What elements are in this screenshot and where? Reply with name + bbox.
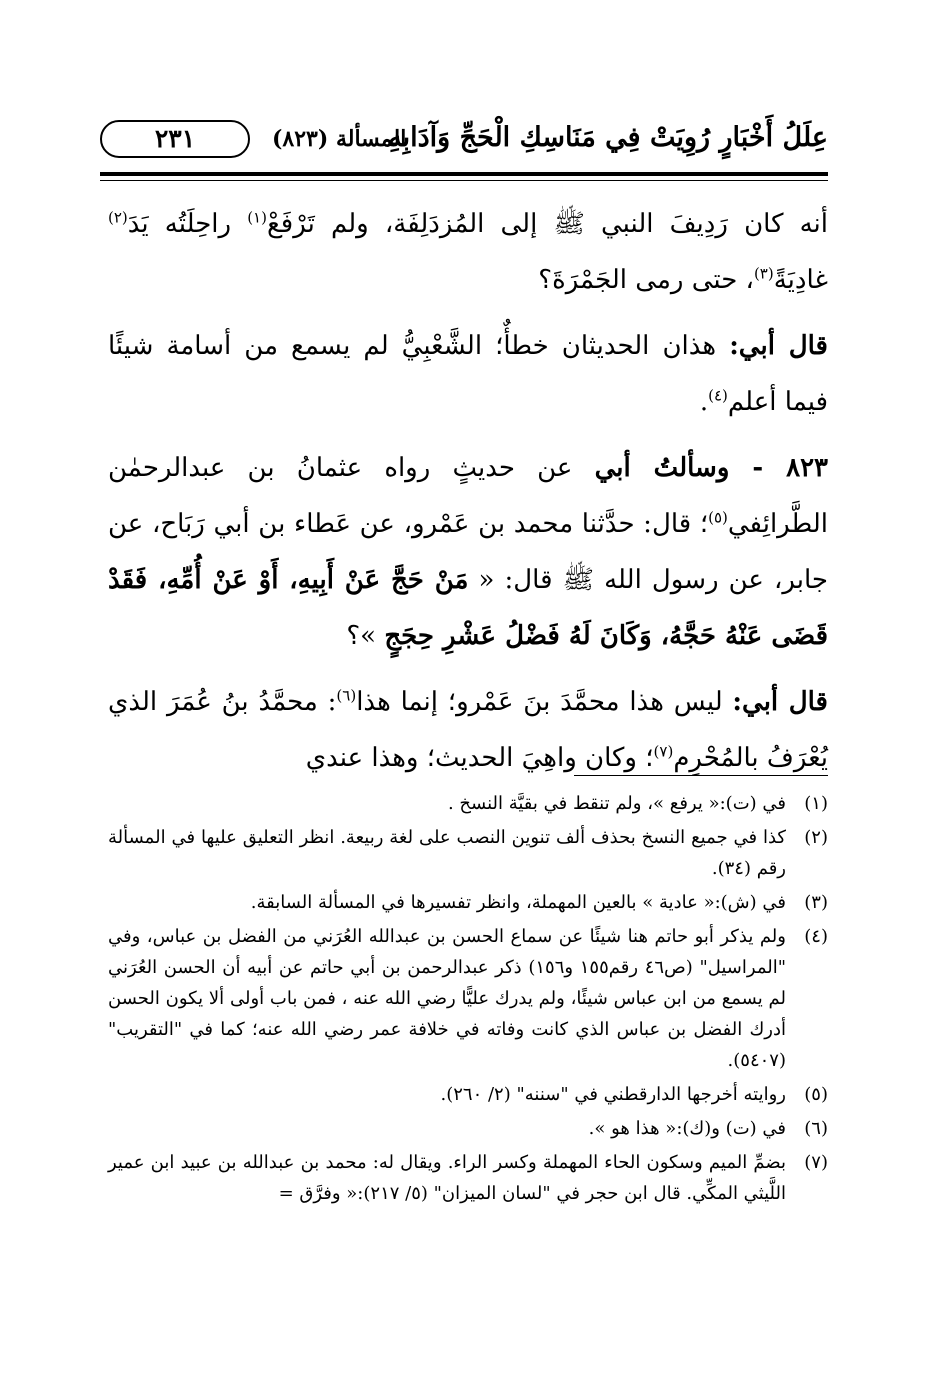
text-run: غادِيَةً [773, 265, 828, 295]
header-rule-thin [100, 180, 828, 181]
hadith-text: مَنْ حَجَّ عَنْ أَبِيهِ، أَوْ عَنْ أُمِّهِ، فَقَدْ قَضَى عَنْهُ حَجَّهُ، وَكَانَ لَهُ فَضْلُ عَشْرِ حِجَجٍ [108, 565, 828, 651]
footnote [108, 1147, 828, 1209]
speaker-lead: قال أبي: [729, 331, 828, 361]
footnote-ref: (١) [247, 208, 267, 227]
footnote-number: (٧) [804, 1152, 828, 1173]
text-run: ليس هذا محمَّدَ بنَ عَمْرو؛ إنما هذا [356, 687, 733, 717]
issue-label: المسألة (٨٢٣) [272, 126, 407, 152]
footnote [108, 887, 828, 918]
paragraph-2 [108, 318, 828, 430]
footnote-text: في (ت) و(ك):« هذا هو ». [588, 1118, 786, 1139]
footnote-ref: (٢) [108, 208, 128, 227]
paragraph-1 [108, 196, 828, 308]
footnote-number: (٣) [804, 892, 828, 913]
book-title: عِلَلُ أَخْبَارٍ رُوِيَتْ فِي مَنَاسِكِ الْحَجِّ وَآدَابِهِ [388, 122, 828, 153]
footnote-text: في (ت):« يرفع »، ولم تنقط في بقيَّة النسخ . [447, 793, 786, 814]
footnote-ref: (٥) [708, 508, 728, 527]
footnote-ref: (٦) [336, 686, 357, 705]
page-number-badge: ٢٣١ [100, 120, 250, 158]
footnote [108, 921, 828, 1076]
paragraph-3 [108, 440, 828, 664]
footnote-ref: (٤) [708, 386, 728, 405]
footnote-text: كذا في جميع النسخ بحذف ألف تنوين النصب على لغة ربيعة. انظر التعليق عليها في المسألة رقم (٣٤). [108, 827, 786, 879]
footnote-number: (١) [804, 793, 828, 814]
text-run: ؛ وكان واهِيَ الحديث؛ وهذا عندي [305, 743, 654, 773]
footnote-separator [574, 775, 828, 776]
text-run: أنه كان رَدِيفَ النبي ﷺ إلى المُزدَلِفَة، ولم تَرْفَعْ [266, 209, 828, 239]
paragraph-4 [108, 674, 828, 786]
footnote-ref: (٧) [653, 742, 674, 761]
footnote-text: روايته أخرجها الدارقطني في "سننه" (٢/ ٢٦٠). [440, 1084, 786, 1105]
text-run: »؟ [346, 621, 385, 651]
text-run: عن حديثٍ رواه عثمانُ بن عبدالرحمٰن الطَّرائِفي [108, 453, 828, 539]
footnote-number: (٤) [804, 926, 828, 947]
text-run: : محمَّدُ بنُ عُمَرَ الذي يُعْرَفُ بالمُحْرِم [108, 687, 828, 773]
footnote [108, 1079, 828, 1110]
footnote [108, 1113, 828, 1144]
text-run: ، حتى رمى الجَمْرَةَ؟ [538, 265, 754, 295]
header-rule-thick [100, 172, 828, 176]
footnotes [108, 788, 828, 1212]
text-run: . [699, 387, 709, 417]
text-run: راحِلَتُه يَدَ [127, 209, 248, 239]
issue-lead: ٨٢٣ - وسألتُ أبي [594, 453, 829, 483]
footnote [108, 788, 828, 819]
footnote-number: (٢) [804, 827, 828, 848]
footnote-text: في (ش):« عادية » بالعين المهملة، وانظر تفسيرها في المسألة السابقة. [250, 892, 786, 913]
text-run: ؛ قال: حدَّثنا محمد بن عَمْرو، عن عَطاء بن أبي رَبَاح، عن جابر، عن رسول الله ﷺ قال: « [108, 509, 828, 595]
text-run: هذان الحديثان خطأٌ؛ الشَّعْبِيُّ لم يسمع من أسامة شيئًا فيما أعلم [108, 331, 828, 417]
footnote-number: (٥) [804, 1084, 828, 1105]
main-text [108, 196, 828, 796]
footnote-text: ولم يذكر أبو حاتم هنا شيئًا عن سماع الحسن بن عبدالله العُرَني من الفضل بن عباس، وفي "المراسيل" (ص٤٦ رقم١٥٥ و١٥٦) ذكر عبدالرحمن بن أبي حاتم عن أبيه أن الحسن العُرَني لم يسمع من ابن عباس شيئًا، ولم يدرك عليًّا رضي الله عنه ، فمن باب أولى ألا يكون الحسن أدرك الفضل بن عباس الذي كانت وفاته في خلافة عمر رضي الله عنه؛ كما في "التقريب" (٥٤٠٧). [108, 926, 786, 1071]
footnote [108, 822, 828, 884]
running-header [100, 118, 828, 166]
footnote-number: (٦) [804, 1118, 828, 1139]
footnote-ref: (٣) [753, 264, 774, 283]
footnote-text: بضمِّ الميم وسكون الحاء المهملة وكسر الراء. ويقال له: محمد بن عبدالله بن عبيد ابن عمير اللَّيثي المكِّي. قال ابن حجر في "لسان الميزان" (٥/ ٢١٧):« وفرَّق = [108, 1152, 786, 1204]
speaker-lead: قال أبي: [732, 687, 828, 717]
